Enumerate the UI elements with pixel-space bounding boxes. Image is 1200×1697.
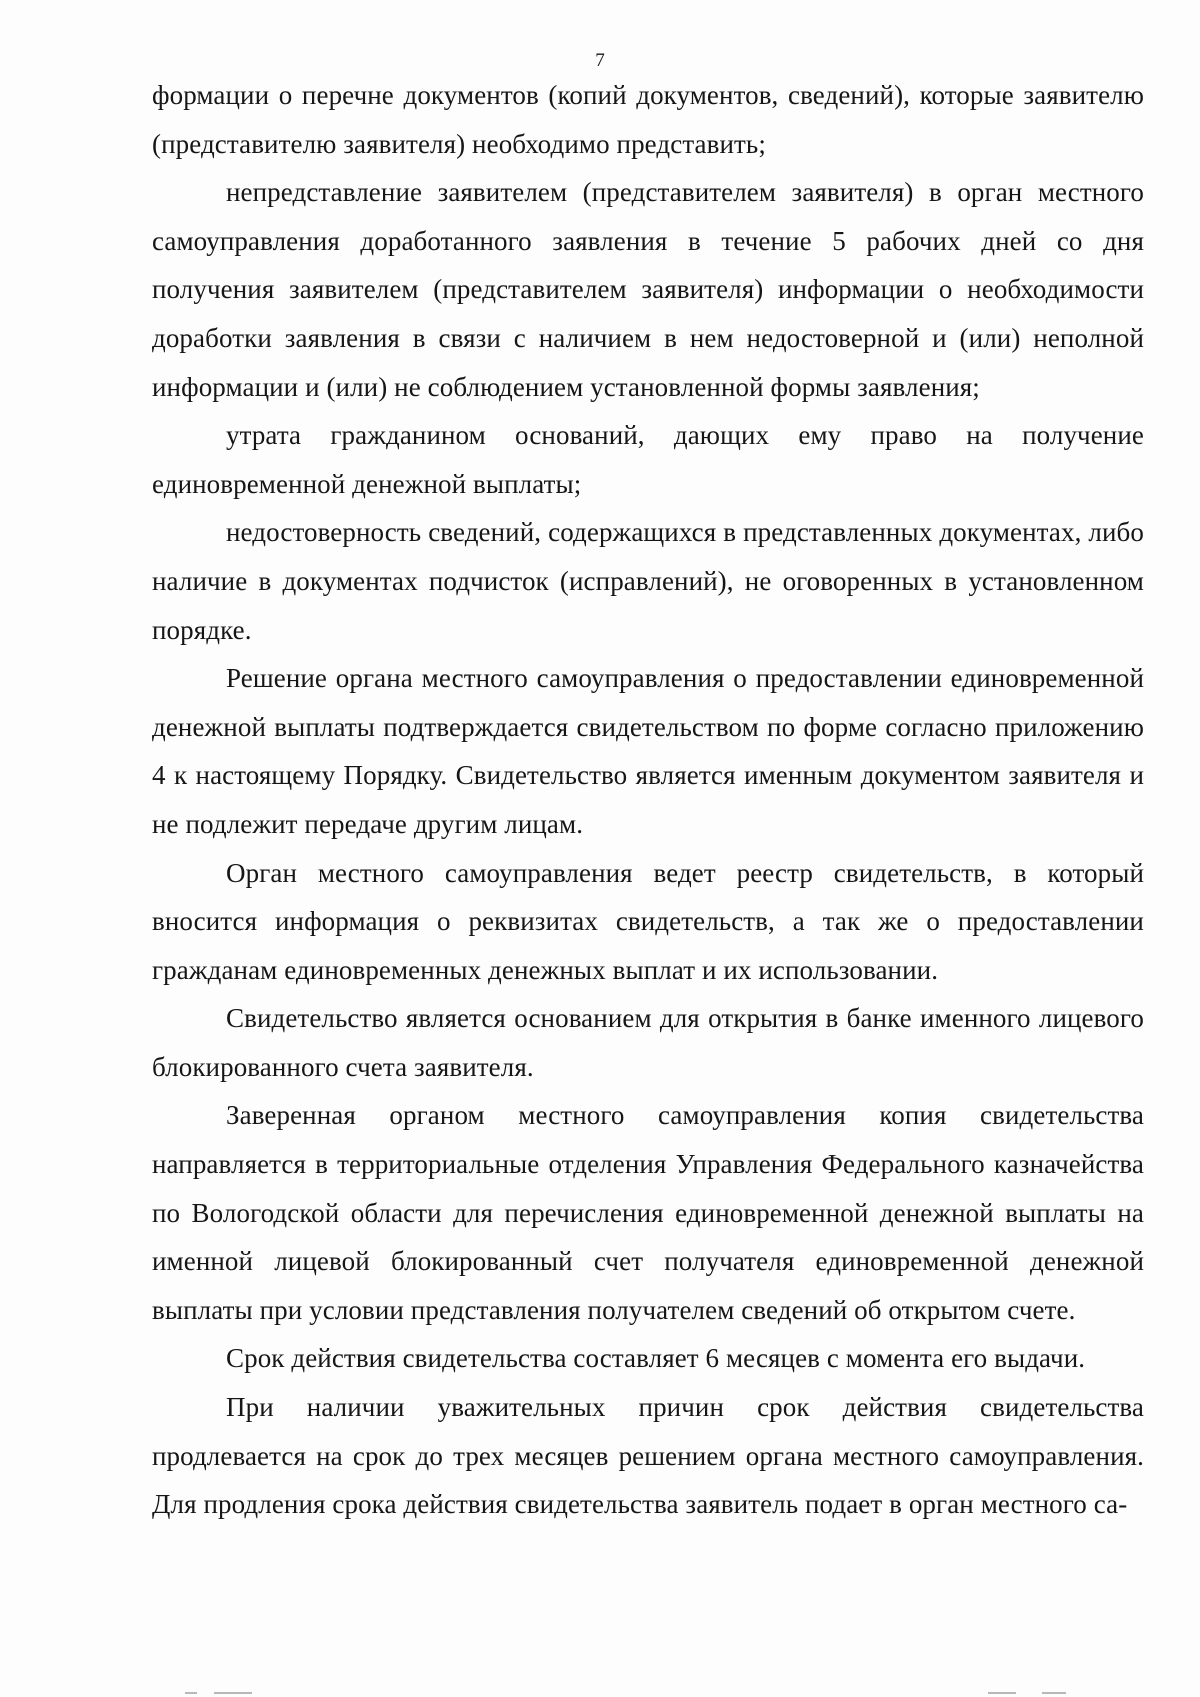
page-number: 7 (595, 50, 605, 71)
document-body (152, 71, 1144, 1529)
paragraph-validity-extension: При наличии уважительных причин срок действия свидетельства продлевается на срок до трех месяцев решением органа местного самоуправления. Для продления срока действия свидетельства заявитель подает в орган местного са- (152, 1392, 1144, 1520)
paragraph-certified-copy: Заверенная органом местного самоуправления копия свидетельства направляется в территориальные отделения Управления Федерального казначейства по Вологодской области для перечисления единовременной денежной выплаты на именной лицевой блокированный счет получателя единовременной денежной выплаты при условии представления получателем сведений об открытом счете. (152, 1100, 1144, 1325)
paragraph-validity-period: Срок действия свидетельства составляет 6 месяцев с момента его выдачи. (226, 1343, 1086, 1374)
paragraph-ground-not-submitted: непредставление заявителем (представителем заявителя) в орган местного самоуправления доработанного заявления в течение 5 рабочих дней со дня получения заявителем (представителем заявителя) информации о необходимости доработки заявления в связи с наличием в нем недостоверной и (или) неполной информации и (или) не соблюдением установленной формы заявления; (152, 177, 1144, 402)
paragraph-ground-unreliable-info: недостоверность сведений, содержащихся в представленных документах, либо наличие в документах подчисток (исправлений), не оговоренных в установленном порядке. (152, 517, 1144, 645)
paragraph-ground-loss-of-right: утрата гражданином оснований, дающих ему право на получение единовременной денежной выплаты; (152, 420, 1144, 499)
paragraph-certificate-registry: Орган местного самоуправления ведет реестр свидетельств, в который вносится информация о реквизитах свидетельств, а так же о предоставлении гражданам единовременных денежных выплат и их использовании. (152, 857, 1144, 985)
paragraph-decision-certificate: Решение органа местного самоуправления о предоставлении единовременной денежной выплаты подтверждается свидетельством по форме согласно приложению 4 к настоящему Порядку. Свидетельство является именным документом заявителя и не подлежит передаче другим лицам. (152, 663, 1144, 839)
paragraph-bank-account-basis: Свидетельство является основанием для открытия в банке именного лицевого блокированного счета заявителя. (152, 1003, 1144, 1082)
paragraph-continuation: формации о перечне документов (копий документов, сведений), которые заявителю (представителю заявителя) необходимо представить; (152, 80, 1144, 159)
scan-artifacts (0, 1677, 1200, 1697)
